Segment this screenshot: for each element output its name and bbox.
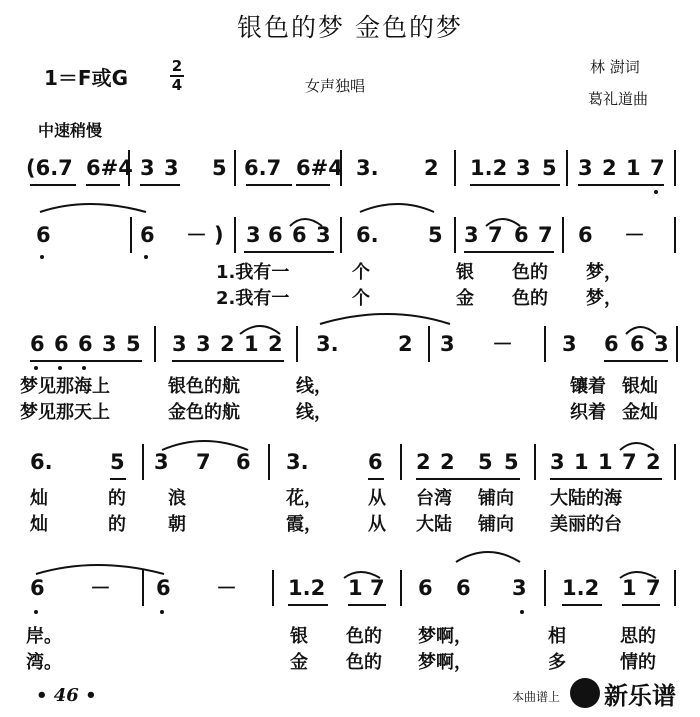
page-number: • 46 •	[36, 685, 97, 706]
lyric-verse1: 银	[290, 626, 308, 647]
note: 2	[646, 450, 661, 474]
lyric-verse2: 梦啊，	[418, 652, 472, 673]
note: 6	[604, 332, 619, 356]
note: 7	[646, 576, 661, 600]
note: 5	[542, 156, 557, 180]
note: 5	[110, 450, 125, 474]
note: 6	[268, 223, 283, 247]
lyric-verse2: 美丽的台	[550, 514, 622, 535]
note: 1.2	[288, 576, 326, 600]
note: )	[214, 223, 224, 247]
note: 6	[30, 576, 45, 600]
time-sig-bottom: 4	[171, 76, 183, 94]
music-logo-icon	[570, 678, 600, 708]
lyric-verse2: 线，	[296, 402, 332, 423]
lyric-verse1: 梦见那海上	[20, 376, 110, 397]
lyric-verse2: 金	[456, 288, 474, 309]
note: 6.7	[244, 156, 282, 180]
lyric-verse1: 相	[548, 626, 566, 647]
note: 5	[478, 450, 493, 474]
note: 6	[456, 576, 471, 600]
note: 3	[516, 156, 531, 180]
lyric-verse2: 色的	[512, 288, 548, 309]
lyric-verse2: 个	[352, 288, 370, 309]
lyric-verse1: 梦啊，	[418, 626, 472, 647]
note: 3.	[316, 332, 339, 356]
lyric-verse2: 大陆	[416, 514, 452, 535]
note: 3	[102, 332, 117, 356]
note: 6	[54, 332, 69, 356]
lyric-verse2: 金色的航	[168, 402, 240, 423]
note: 1	[574, 450, 589, 474]
lyric-verse2: 色的	[346, 652, 382, 673]
lyric-verse2: 灿	[30, 514, 48, 535]
note: 5	[126, 332, 141, 356]
note: 3	[164, 156, 179, 180]
slur	[456, 552, 520, 562]
lyric-verse1: 银	[456, 262, 474, 283]
composer-credit: 葛礼道曲	[588, 90, 649, 108]
note: 3	[578, 156, 593, 180]
logo-text: 新乐谱	[604, 682, 676, 710]
note: 2	[220, 332, 235, 356]
lyric-verse1: 色的	[512, 262, 548, 283]
slur	[360, 204, 434, 212]
note: 6	[36, 223, 51, 247]
note: 3	[140, 156, 155, 180]
lyric-verse2: 情的	[620, 652, 656, 673]
note: 5	[428, 223, 443, 247]
note: 7	[196, 450, 211, 474]
note: 2	[398, 332, 413, 356]
note: 2	[416, 450, 431, 474]
note: 7	[370, 576, 385, 600]
note: 6	[236, 450, 251, 474]
note: 6	[368, 450, 383, 474]
note: 3	[246, 223, 261, 247]
note: 3	[172, 332, 187, 356]
note: 6	[30, 332, 45, 356]
note: 6	[140, 223, 155, 247]
note: 6	[418, 576, 433, 600]
note: －	[492, 332, 513, 356]
note: －	[90, 576, 111, 600]
lyric-verse2: 朝	[168, 514, 186, 535]
time-signature	[170, 58, 184, 94]
note: 3.	[286, 450, 309, 474]
lyric-verse2: 梦，	[586, 288, 622, 309]
lyric-verse2: 霞，	[286, 514, 322, 535]
note: 2	[424, 156, 439, 180]
note: 3	[464, 223, 479, 247]
note: 2	[268, 332, 283, 356]
lyric-verse1: 1.我有一	[216, 262, 290, 283]
song-title: 银色的梦 金色的梦	[237, 13, 463, 42]
score-line-1	[0, 148, 700, 188]
tempo-marking: 中速稍慢	[38, 121, 103, 140]
note: 1	[348, 576, 363, 600]
note: 6	[292, 223, 307, 247]
note: 1	[626, 156, 641, 180]
lyric-verse2: 的	[108, 514, 126, 535]
lyric-verse1: 大陆的海	[550, 488, 622, 509]
lyric-verse1: 线，	[296, 376, 332, 397]
note: －	[186, 223, 207, 247]
lyric-verse1: 银色的航	[168, 376, 240, 397]
lyric-verse1: 镶着	[570, 376, 606, 397]
lyric-verse1: 浪	[168, 488, 186, 509]
note: 1.2	[562, 576, 600, 600]
note: 7	[538, 223, 553, 247]
lyric-verse1: 从	[368, 488, 386, 509]
note: 5	[504, 450, 519, 474]
note: 1	[622, 576, 637, 600]
lyric-verse2: 金灿	[622, 402, 658, 423]
lyric-verse2: 多	[548, 652, 566, 673]
lyric-verse1: 色的	[346, 626, 382, 647]
lyric-verse2: 湾。	[26, 652, 62, 673]
score-line-4	[0, 442, 700, 482]
note: 7	[622, 450, 637, 474]
lyric-verse2: 2.我有一	[216, 288, 290, 309]
lyric-verse1: 铺向	[478, 488, 514, 509]
lyric-verse1: 银灿	[622, 376, 658, 397]
note: 6	[156, 576, 171, 600]
note: 7	[650, 156, 665, 180]
lyric-verse1: 个	[352, 262, 370, 283]
watermark-text: 本曲谱上	[512, 690, 561, 704]
note: 6	[630, 332, 645, 356]
note: 3	[512, 576, 527, 600]
slur	[320, 314, 450, 324]
note: 3	[316, 223, 331, 247]
note: －	[216, 576, 237, 600]
note: 6	[78, 332, 93, 356]
note: 3	[562, 332, 577, 356]
note: 6#4	[86, 156, 133, 180]
lyric-verse1: 台湾	[416, 488, 452, 509]
lyric-verse1: 思的	[620, 626, 656, 647]
note: 3.	[356, 156, 379, 180]
lyric-verse2: 梦见那天上	[20, 402, 110, 423]
lyric-verse2: 织着	[570, 402, 606, 423]
note: 6	[578, 223, 593, 247]
note: 6.	[356, 223, 379, 247]
lyric-verse1: 花，	[286, 488, 322, 509]
lyric-verse2: 铺向	[478, 514, 514, 535]
lyric-verse2: 金	[290, 652, 308, 673]
note: 7	[488, 223, 503, 247]
note: 1	[598, 450, 613, 474]
note: 1	[244, 332, 259, 356]
lyric-verse1: 梦，	[586, 262, 622, 283]
note: (6.7	[26, 156, 73, 180]
note: 3	[654, 332, 669, 356]
note: －	[624, 223, 645, 247]
note: 3	[196, 332, 211, 356]
score-line-3	[0, 324, 700, 364]
slur	[40, 204, 146, 212]
score-line-2	[0, 215, 700, 255]
note: 3	[154, 450, 169, 474]
note: 3	[550, 450, 565, 474]
performance-type: 女声独唱	[305, 77, 366, 95]
lyric-verse1: 岸。	[26, 626, 62, 647]
note: 6#4	[296, 156, 343, 180]
lyric-verse1: 灿	[30, 488, 48, 509]
note: 2	[440, 450, 455, 474]
note: 6.	[30, 450, 53, 474]
note: 3	[440, 332, 455, 356]
note: 1.2	[470, 156, 508, 180]
note: 2	[602, 156, 617, 180]
lyric-verse2: 从	[368, 514, 386, 535]
lyric-verse1: 的	[108, 488, 126, 509]
score-line-5	[0, 568, 700, 608]
key-signature: 1＝F或G	[44, 66, 128, 90]
note: 5	[212, 156, 227, 180]
note: 6	[514, 223, 529, 247]
time-sig-top: 2	[171, 57, 183, 75]
lyricist-credit: 林 澍词	[590, 58, 640, 76]
